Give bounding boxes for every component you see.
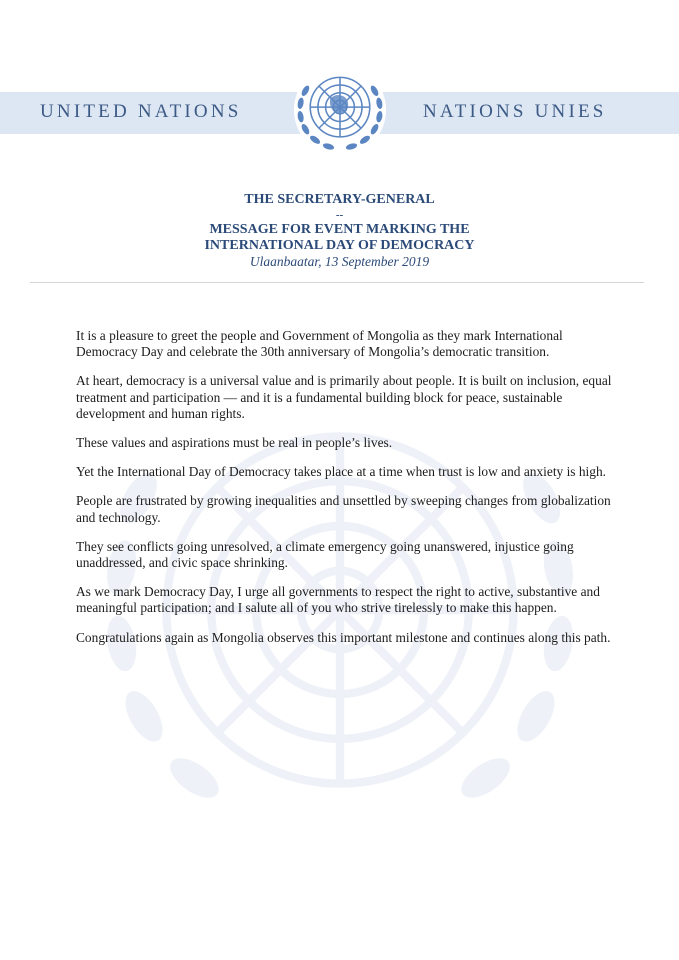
message-title-line-2: INTERNATIONAL DAY OF DEMOCRACY	[204, 238, 475, 253]
paragraph: As we mark Democracy Day, I urge all governments to respect the right to active, substantive and meaningful participation; and I salute all of you who strive tirelessly to make this happen.	[76, 584, 600, 616]
paragraph: Yet the International Day of Democracy takes place at a time when trust is low and anxiety is high.	[76, 464, 607, 480]
divider	[30, 282, 644, 283]
paragraph: They see conflicts going unresolved, a climate emergency going unanswered, injustice going unaddressed, and civic space shrinking.	[76, 538, 574, 571]
title-separator: --	[335, 209, 344, 221]
office-title: THE SECRETARY-GENERAL	[244, 192, 435, 207]
paragraph: These values and aspirations must be real in people’s lives.	[76, 435, 393, 451]
paragraph: Congratulations again as Mongolia observes this important milestone and continues along this path.	[76, 629, 611, 645]
un-emblem-icon	[292, 62, 388, 158]
paragraph: People are frustrated by growing inequalities and unsettled by sweeping changes from globalization and technology.	[76, 493, 611, 525]
header-united-nations: UNITED NATIONS	[40, 101, 242, 122]
place-date: Ulaanbaatar, 13 September 2019	[249, 254, 430, 269]
message-body	[76, 328, 616, 659]
paragraph: It is a pleasure to greet the people and Government of Mongolia as they mark International Democracy Day and celebrate the 30th anniversary of Mongolia’s democratic transition.	[76, 328, 563, 360]
header-nations-unies: NATIONS UNIES	[423, 101, 607, 122]
message-title-line-1: MESSAGE FOR EVENT MARKING THE	[209, 222, 470, 237]
paragraph: At heart, democracy is a universal value and is primarily about people. It is built on inclusion, equal treatment and participation — and it is a fundamental building block for peace, sustainable development and human rights.	[76, 373, 612, 421]
title-block	[0, 192, 679, 270]
